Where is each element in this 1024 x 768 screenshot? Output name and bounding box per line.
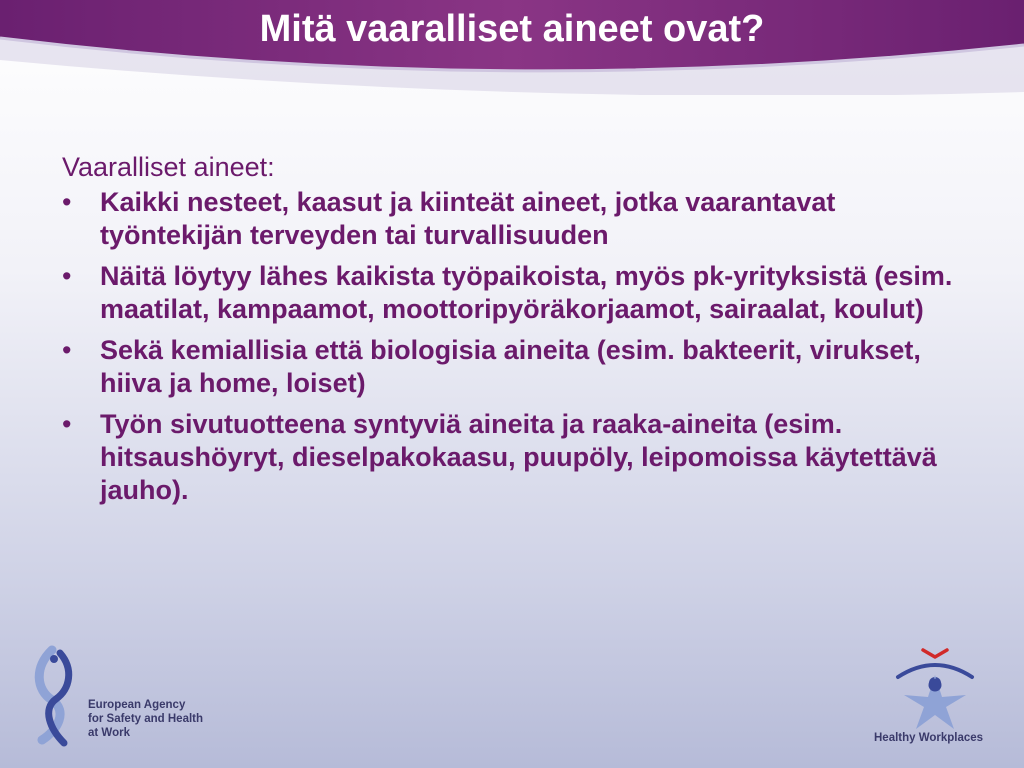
logo-line: European Agency bbox=[88, 699, 186, 711]
bullet-text: Työn sivutuotteena syntyviä aineita ja raaka-aineita (esim. hitsaushöyryt, dieselpakokaasu, puupöly, leipomoissa käytettävä jauho). bbox=[100, 409, 937, 505]
logo-line: for Safety and Health bbox=[88, 713, 204, 725]
list-item bbox=[62, 260, 962, 326]
list-item bbox=[62, 334, 962, 400]
eu-osha-logo-text bbox=[88, 698, 204, 740]
intro-text: Vaaralliset aineet: bbox=[62, 152, 275, 182]
bullet-icon: • bbox=[62, 261, 72, 291]
bullet-icon: • bbox=[62, 335, 72, 365]
slide-title: Mitä vaaralliset aineet ovat? bbox=[259, 8, 765, 50]
healthy-workplaces-logo-icon bbox=[890, 645, 980, 733]
bullet-text: Sekä kemiallisia että biologisia aineita (esim. bakteerit, virukset, hiiva ja home, loiset) bbox=[100, 335, 921, 398]
bullet-icon: • bbox=[62, 409, 72, 439]
slide-content bbox=[62, 150, 962, 515]
bullet-list bbox=[62, 186, 962, 507]
list-item bbox=[62, 408, 962, 507]
logo-line: at Work bbox=[88, 727, 130, 739]
bullet-text: Näitä löytyy lähes kaikista työpaikoista, myös pk-yrityksistä (esim. maatilat, kampaamot, moottoripyöräkorjaamot, sairaalat, koulut) bbox=[100, 261, 953, 324]
list-item bbox=[62, 186, 962, 252]
healthy-workplaces-logo-text: Healthy Workplaces bbox=[874, 732, 984, 744]
bullet-text: Kaikki nesteet, kaasut ja kiinteät aineet, jotka vaarantavat työntekijän terveyden tai turvallisuuden bbox=[100, 187, 836, 250]
bullet-icon: • bbox=[62, 187, 72, 217]
